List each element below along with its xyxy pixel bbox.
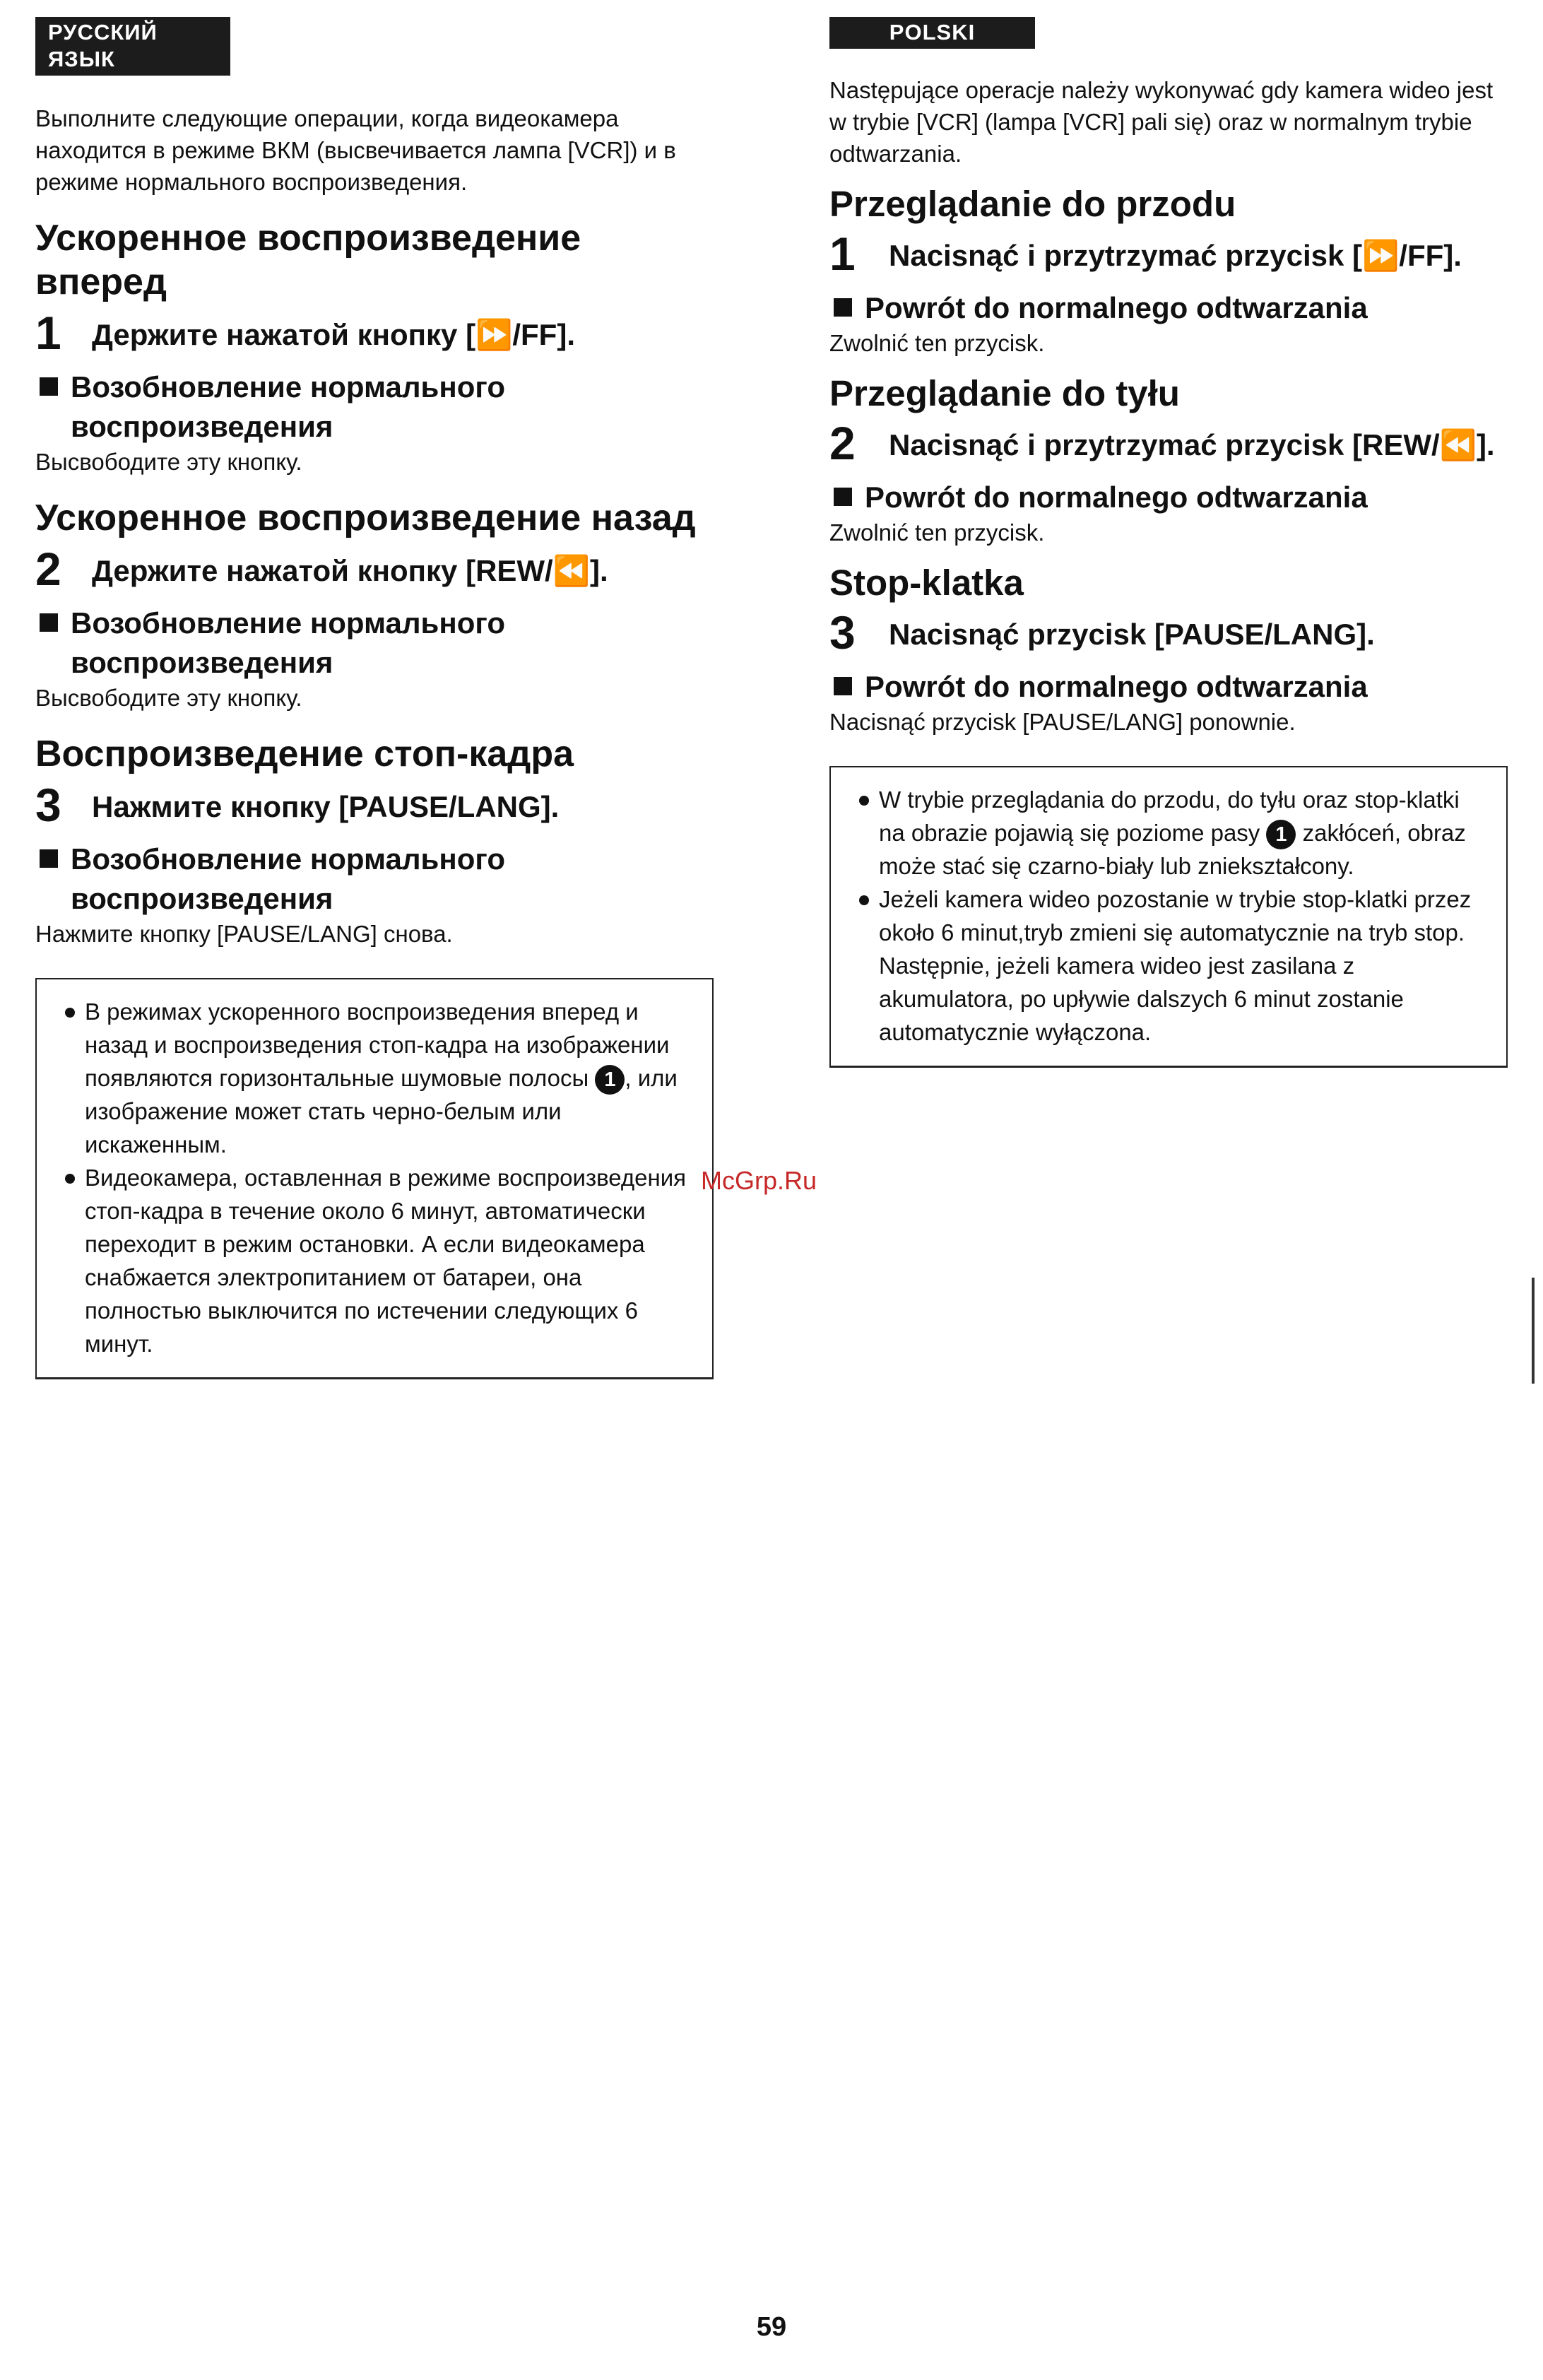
resume-heading (35, 367, 714, 447)
square-bullet-icon (40, 849, 58, 868)
resume-title: Возобновление нормального воспроизведения (71, 842, 505, 915)
note-text: , или изображение может стать черно-белым или искаженным. (85, 1065, 678, 1158)
notes-box (35, 978, 714, 1379)
section-heading: Przeglądanie do tyłu (829, 373, 1180, 413)
step (829, 418, 1508, 468)
resume-text: Нажмите кнопку [PAUSE/LANG] снова. (35, 921, 453, 947)
step-number: 1 (829, 228, 856, 280)
step-number: 3 (35, 779, 61, 831)
step (829, 229, 1508, 278)
step-instruction: Nacisnąć i przytrzymać przycisk [REW/⏪]. (889, 428, 1495, 461)
page-number: 59 (756, 2312, 787, 2342)
note-item (859, 783, 1485, 883)
resume-text: Zwolnić ten przycisk. (829, 330, 1045, 356)
notes-box (829, 766, 1508, 1068)
note-item (65, 995, 691, 1161)
resume-heading (35, 840, 714, 919)
callout-number-icon: 1 (595, 1065, 625, 1095)
intro-text: Выполните следующие операции, когда видеокамера находится в режиме ВКМ (высвечивается лампа [VCR]) и в режиме нормального воспроизведения. (35, 105, 676, 195)
note-item: Jeżeli kamera wideo pozostanie w trybie stop-klatki przez około 6 minut,tryb zmieni się automatycznie na tryb stop. Następnie, jeżeli kamera wideo jest zasilana z akumulatora, po upływie dalszych 6 minut zostanie automatycznie wyłączona. (859, 883, 1485, 1049)
step-number: 2 (35, 543, 61, 595)
step-number: 1 (35, 307, 61, 359)
language-tag-russian: РУССКИЙ ЯЗЫК (35, 17, 230, 76)
resume-title: Powrót do normalnego odtwarzania (865, 670, 1368, 703)
square-bullet-icon (834, 488, 852, 506)
section-heading: Ускоренное воспроизведение вперед (35, 218, 581, 302)
language-tag-polish: POLSKI (829, 17, 1035, 49)
note-text: W trybie przeglądania do przodu, do tyłu oraz stop-klatki na obrazie pojawią się poziome pasy (879, 787, 1460, 846)
step (829, 608, 1508, 657)
square-bullet-icon (834, 677, 852, 695)
step (35, 544, 714, 594)
square-bullet-icon (834, 298, 852, 317)
step (35, 308, 714, 358)
note-item: Видеокамера, оставленная в режиме воспроизведения стоп-кадра в течение около 6 минут, автоматически переходит в режим остановки. А если видеокамера снабжается электропитанием от батареи, она полностью выключится по истечении следующих 6 минут. (65, 1161, 691, 1360)
watermark: McGrp.Ru (701, 1166, 817, 1195)
callout-number-icon: 1 (1266, 820, 1296, 849)
resume-title: Powrót do normalnego odtwarzania (865, 291, 1368, 324)
resume-title: Возобновление нормального воспроизведения (71, 606, 505, 679)
resume-heading (829, 667, 1508, 707)
step-instruction: Nacisnąć przycisk [PAUSE/LANG]. (889, 618, 1375, 651)
step-instruction: Nacisnąć i przytrzymać przycisk [⏩/FF]. (889, 239, 1462, 272)
intro-text: Następujące operacje należy wykonywać gdy kamera wideo jest w trybie [VCR] (lampa [VCR] pali się) oraz w normalnym trybie odtwarzania. (829, 77, 1494, 167)
step-number: 3 (829, 606, 856, 659)
step-instruction: Держите нажатой кнопку [⏩/FF]. (92, 318, 575, 351)
resume-text: Nacisnąć przycisk [PAUSE/LANG] ponownie. (829, 709, 1296, 735)
resume-text: Zwolnić ten przycisk. (829, 519, 1045, 546)
note-text: В режимах ускоренного воспроизведения вперед и назад и воспроизведения стоп-кадра на изображении появляются горизонтальные шумовые полосы (85, 998, 670, 1091)
section-heading: Stop-klatka (829, 562, 1024, 603)
resume-heading (829, 478, 1508, 517)
square-bullet-icon (40, 613, 58, 632)
russian-column (35, 17, 714, 1379)
note-text: zakłóceń, obraz może stać się czarno-biały lub zniekształcony. (879, 820, 1466, 880)
resume-title: Возобновление нормального воспроизведения (71, 370, 505, 443)
square-bullet-icon (40, 377, 58, 396)
step-instruction: Держите нажатой кнопку [REW/⏪]. (92, 554, 608, 587)
resume-title: Powrót do normalnego odtwarzania (865, 481, 1368, 514)
resume-text: Высвободите эту кнопку. (35, 685, 302, 711)
step (35, 780, 714, 830)
section-heading: Ускоренное воспроизведение назад (35, 497, 696, 538)
polish-column (829, 17, 1508, 1068)
step-instruction: Нажмите кнопку [PAUSE/LANG]. (92, 790, 560, 823)
page-edge-mark (1532, 1278, 1535, 1384)
step-number: 2 (829, 417, 856, 469)
section-heading: Przeglądanie do przodu (829, 184, 1236, 224)
resume-text: Высвободите эту кнопку. (35, 449, 302, 475)
resume-heading (35, 603, 714, 683)
resume-heading (829, 288, 1508, 328)
section-heading: Воспроизведение стоп-кадра (35, 734, 574, 774)
